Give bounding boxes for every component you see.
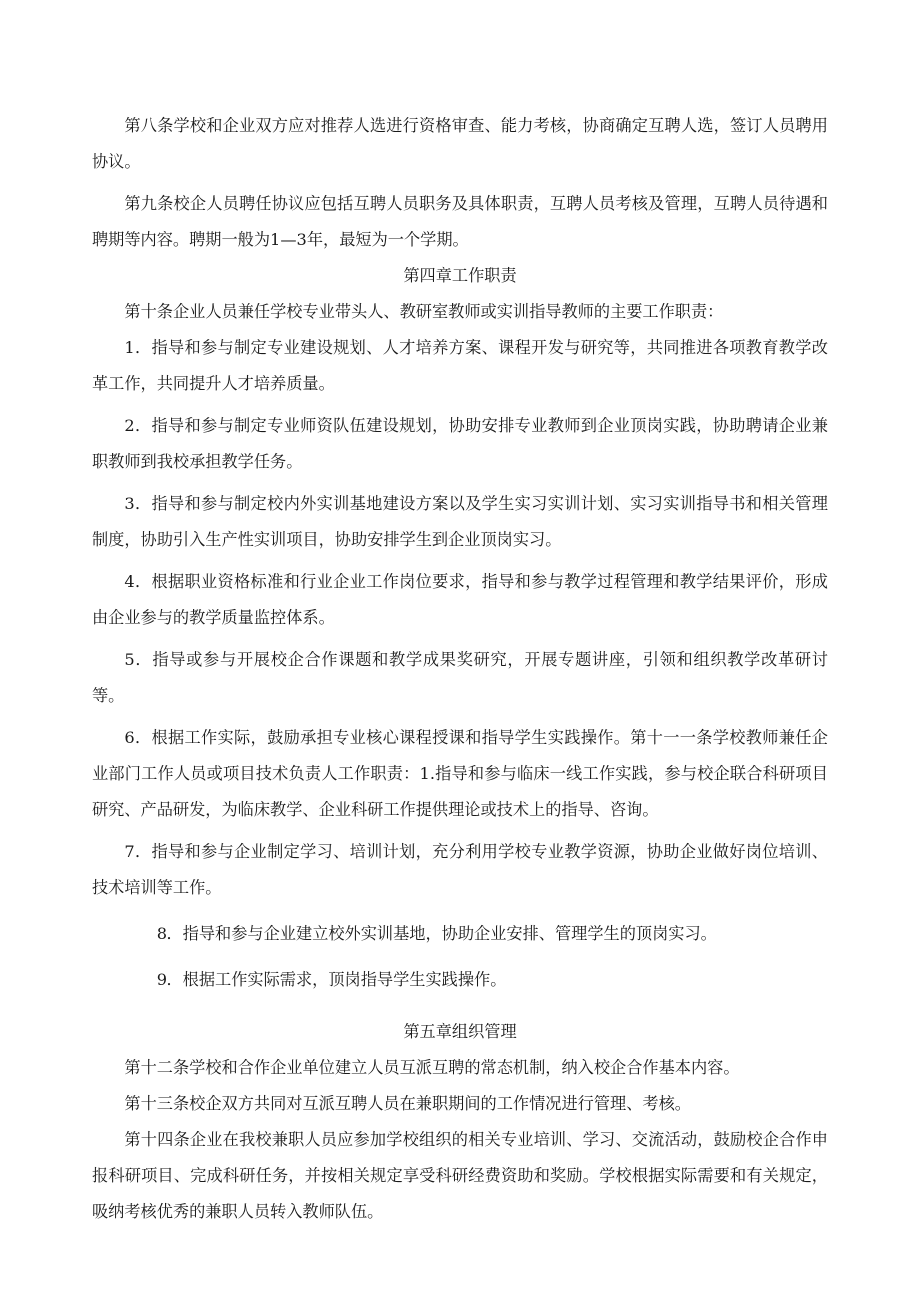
item-number: 9 bbox=[156, 970, 168, 989]
article-10: 第十条企业人员兼任学校专业带头人、教研室教师或实训指导教师的主要工作职责： bbox=[124, 302, 724, 321]
duty-item-7: 7．指导和参与企业制定学习、培训计划，充分利用学校专业教学资源，协助企业做好岗位培训、技术培训等工作。 bbox=[92, 842, 828, 897]
document-body bbox=[92, 108, 828, 1230]
duty-item-5: 5．指导或参与开展校企合作课题和教学成果奖研究，开展专题讲座，引领和组织教学改革研讨等。 bbox=[92, 650, 828, 705]
duty-item-8 bbox=[92, 916, 828, 952]
duty-item-2: 2．指导和参与制定专业师资队伍建设规划，协助安排专业教师到企业顶岗实践，协助聘请企业兼职教师到我校承担教学任务。 bbox=[92, 416, 828, 471]
article-9: 第九条校企人员聘任协议应包括互聘人员职务及具体职责，互聘人员考核及管理，互聘人员待遇和聘期等内容。聘期一般为1—3年，最短为一个学期。 bbox=[92, 194, 828, 249]
article-12: 第十二条学校和合作企业单位建立人员互派互聘的常态机制，纳入校企合作基本内容。 bbox=[124, 1058, 740, 1077]
item-text: ．指导和参与企业建立校外实训基地，协助企业安排、管理学生的顶岗实习。 bbox=[166, 924, 717, 943]
duty-item-9 bbox=[92, 962, 828, 998]
chapter-5-heading: 第五章组织管理 bbox=[403, 1022, 517, 1041]
duty-item-1: 1．指导和参与制定专业建设规划、人才培养方案、课程开发与研究等，共同推进各项教育教学改革工作，共同提升人才培养质量。 bbox=[92, 338, 828, 393]
chapter-4-heading: 第四章工作职责 bbox=[403, 266, 517, 285]
duty-item-6: 6．根据工作实际，鼓励承担专业核心课程授课和指导学生实践操作。第十一一条学校教师兼任企业部门工作人员或项目技术负责人工作职责：1.指导和参与临床一线工作实践，参与校企联合科研项目研究、产品研发，为临床教学、企业科研工作提供理论或技术上的指导、咨询。 bbox=[92, 728, 828, 819]
item-text: ．根据工作实际需求，顶岗指导学生实践操作。 bbox=[166, 970, 507, 989]
article-8: 第八条学校和企业双方应对推荐人选进行资格审查、能力考核，协商确定互聘人选，签订人员聘用协议。 bbox=[92, 116, 828, 171]
article-14: 第十四条企业在我校兼职人员应参加学校组织的相关专业培训、学习、交流活动，鼓励校企合作申报科研项目、完成科研任务，并按相关规定享受科研经费资助和奖励。学校根据实际需要和有关规定，吸纳考核优秀的兼职人员转入教师队伍。 bbox=[92, 1130, 828, 1221]
item-number: 8 bbox=[156, 924, 168, 943]
duty-item-3: 3．指导和参与制定校内外实训基地建设方案以及学生实习实训计划、实习实训指导书和相关管理制度，协助引入生产性实训项目，协助安排学生到企业顶岗实习。 bbox=[92, 494, 828, 549]
duty-item-4: 4．根据职业资格标准和行业企业工作岗位要求，指导和参与教学过程管理和教学结果评价，形成由企业参与的教学质量监控体系。 bbox=[92, 572, 828, 627]
article-13: 第十三条校企双方共同对互派互聘人员在兼职期间的工作情况进行管理、考核。 bbox=[124, 1094, 691, 1113]
